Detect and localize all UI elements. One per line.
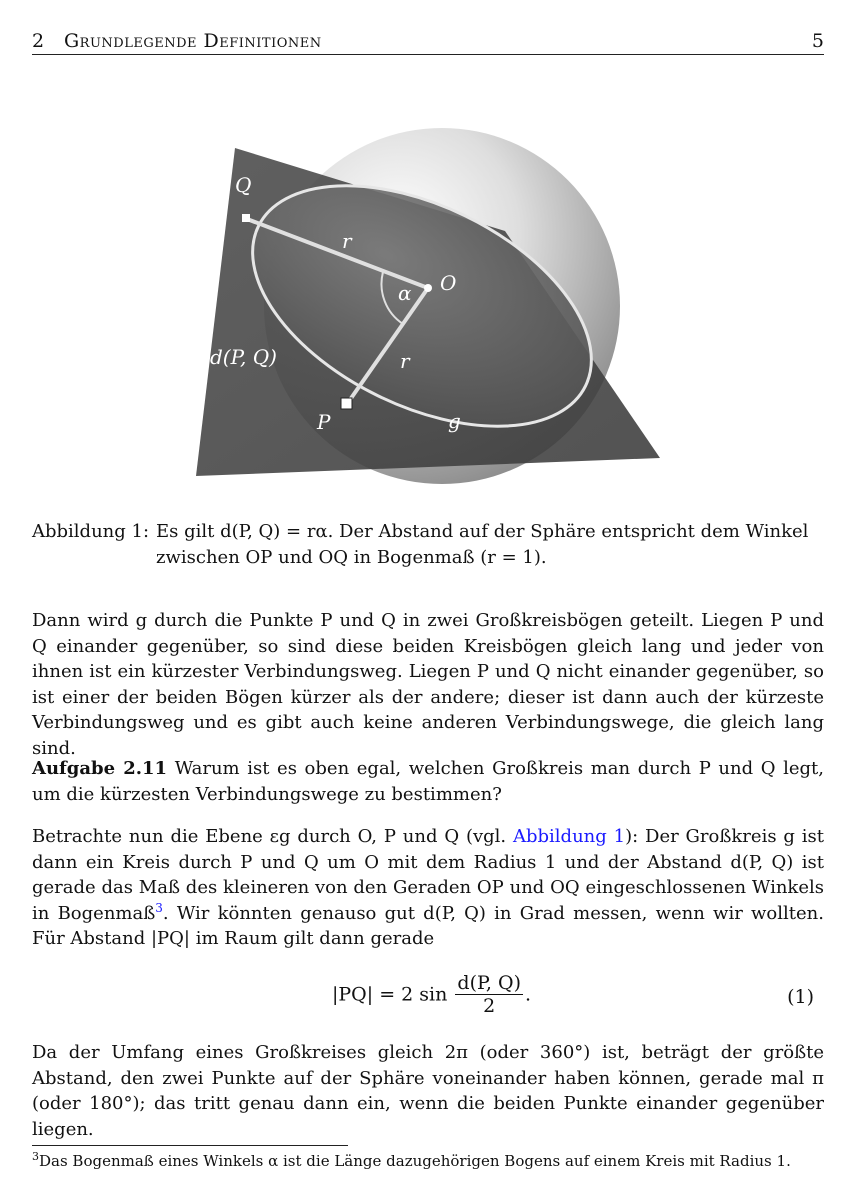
equation-fraction — [455, 972, 523, 1017]
point-q — [242, 214, 250, 222]
point-p — [341, 398, 352, 409]
point-o — [424, 284, 432, 292]
figure-reference-link[interactable]: Abbildung 1 — [513, 826, 626, 847]
task-label: Aufgabe 2.11 — [32, 758, 168, 779]
page-number: 5 — [811, 30, 824, 52]
caption-text: Es gilt d(P, Q) = rα. Der Abstand auf der Sphäre entspricht dem Winkel zwischen OP und OQ in Bogenmaß (r = 1). — [156, 521, 809, 568]
label-alpha: α — [398, 281, 412, 305]
figure-great-circle — [180, 86, 680, 486]
figure-caption — [32, 519, 824, 571]
equation-denominator: 2 — [483, 995, 496, 1017]
label-p: P — [317, 410, 331, 434]
label-o: O — [440, 271, 457, 295]
caption-label: Abbildung 1: — [32, 521, 150, 542]
running-header — [32, 30, 824, 55]
para2-text-a: Betrachte nun die Ebene εg durch O, P und Q (vgl. — [32, 826, 513, 847]
equation-number: (1) — [787, 986, 814, 1008]
footnote-rule — [32, 1145, 348, 1146]
figure-svg — [180, 86, 680, 486]
paragraph-3: Da der Umfang eines Großkreises gleich 2π (oder 360°) ist, beträgt der größte Abstand, den zwei Punkte auf der Sphäre voneinander haben können, gerade mal π (oder 180°); das tritt genau dann ein, wenn die beiden Punkte einander gegenüber liegen. — [32, 1042, 824, 1140]
equation-1 — [32, 968, 824, 1028]
paragraph-1: Dann wird g durch die Punkte P und Q in zwei Großkreisbögen geteilt. Liegen P und Q einander gegenüber, so sind diese beiden Kreisbögen gleich lang und jeder von ihnen ist ein kürzester Verbindungsweg. Liegen P und Q nicht einander gegenüber, so ist einer der beiden Bögen kürzer als der andere; dieser ist dann auch der kürzeste Verbindungsweg und es gibt auch keine anderen Verbindungswege, die gleich lang sind. — [32, 610, 824, 759]
label-r-bottom: r — [400, 349, 410, 373]
footnote-mark-link[interactable]: 3 — [155, 900, 163, 915]
para2-text-c: . Wir könnten genauso gut d(P, Q) in Grad messen, wenn wir wollten. Für Abstand |PQ| im Raum gilt dann gerade — [32, 902, 824, 949]
footnote-3 — [32, 1151, 832, 1171]
paragraph-2 — [32, 824, 824, 952]
equation-body — [332, 972, 531, 1017]
task-text: Warum ist es oben egal, welchen Großkreis man durch P und Q legt, um die kürzesten Verbindungswege zu bestimmen? — [32, 758, 824, 805]
footnote-mark: 3 — [32, 1150, 39, 1163]
equation-lhs: |PQ| = 2 sin — [332, 983, 448, 1006]
label-q: Q — [235, 173, 252, 197]
chapter-number: 2 — [32, 30, 45, 52]
footnote-text: Das Bogenmaß eines Winkels α ist die Länge dazugehörigen Bogens auf einem Kreis mit Radius 1. — [39, 1152, 791, 1170]
para2-text-b: ): Der Großkreis g ist dann ein Kreis durch P und Q um O mit dem Radius 1 und der Abstand d(P, Q) ist gerade das Maß des kleineren von den Geraden OP und OQ eingeschlossenen Winkels in Bogenmaß — [32, 826, 824, 924]
equation-numerator: d(P, Q) — [457, 972, 521, 994]
equation-trail: . — [524, 983, 532, 1006]
task-2-11 — [32, 756, 824, 807]
label-r-top: r — [342, 229, 352, 253]
label-g: g — [448, 409, 461, 433]
chapter-title: Grundlegende Definitionen — [64, 30, 322, 52]
label-dpq: d(P, Q) — [210, 345, 277, 369]
